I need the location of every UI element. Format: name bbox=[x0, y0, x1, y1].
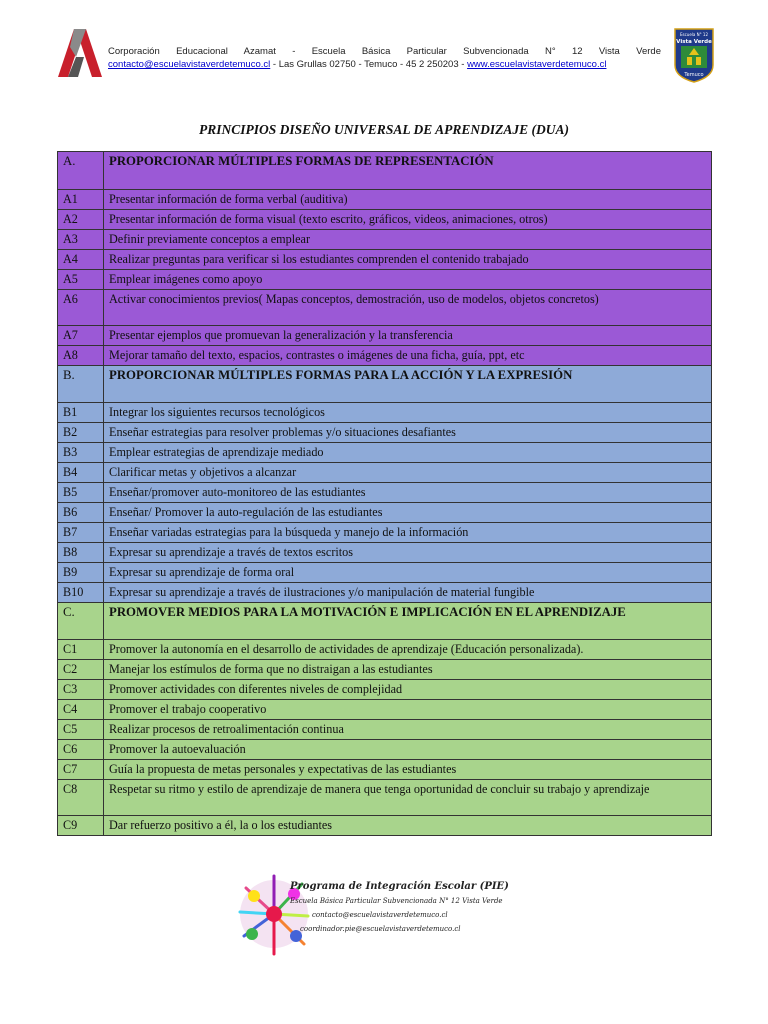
item-code: C8 bbox=[58, 780, 104, 816]
item-code: C1 bbox=[58, 640, 104, 660]
school-crest bbox=[673, 27, 715, 83]
table-row bbox=[58, 780, 712, 816]
item-code: B1 bbox=[58, 403, 104, 423]
website-link[interactable]: www.escuelavistaverdetemuco.cl bbox=[467, 59, 607, 70]
item-text: Definir previamente conceptos a emplear bbox=[104, 230, 712, 250]
item-text: Guía la propuesta de metas personales y expectativas de las estudiantes bbox=[104, 760, 712, 780]
item-code: C2 bbox=[58, 660, 104, 680]
item-code: B2 bbox=[58, 423, 104, 443]
item-text: Enseñar/ Promover la auto-regulación de las estudiantes bbox=[104, 503, 712, 523]
item-code: A2 bbox=[58, 210, 104, 230]
table-row bbox=[58, 563, 712, 583]
item-code: C7 bbox=[58, 760, 104, 780]
item-text: Presentar ejemplos que promuevan la generalización y la transferencia bbox=[104, 326, 712, 346]
item-code: A6 bbox=[58, 290, 104, 326]
item-text: Expresar su aprendizaje a través de ilustraciones y/o manipulación de material fungible bbox=[104, 583, 712, 603]
school-header bbox=[108, 45, 661, 71]
table-row bbox=[58, 660, 712, 680]
item-code: B10 bbox=[58, 583, 104, 603]
item-code: C9 bbox=[58, 816, 104, 836]
table-row bbox=[58, 523, 712, 543]
item-text: Presentar información de forma verbal (auditiva) bbox=[104, 190, 712, 210]
azamat-logo bbox=[52, 27, 104, 79]
crest-city-text: Temuco bbox=[684, 72, 704, 78]
table-row bbox=[58, 700, 712, 720]
table-row bbox=[58, 680, 712, 700]
item-code: B3 bbox=[58, 443, 104, 463]
section-code: A. bbox=[58, 152, 104, 190]
item-code: A8 bbox=[58, 346, 104, 366]
table-row bbox=[58, 346, 712, 366]
table-row bbox=[58, 503, 712, 523]
item-text: Emplear estrategias de aprendizaje mediado bbox=[104, 443, 712, 463]
table-row bbox=[58, 740, 712, 760]
table-row bbox=[58, 270, 712, 290]
item-code: A1 bbox=[58, 190, 104, 210]
item-code: C4 bbox=[58, 700, 104, 720]
item-text: Activar conocimientos previos( Mapas conceptos, demostración, uso de modelos, objetos concretos) bbox=[104, 290, 712, 326]
table-row bbox=[58, 403, 712, 423]
item-text: Promover la autonomía en el desarrollo de actividades de aprendizaje (Educación personalizada). bbox=[104, 640, 712, 660]
pie-coordinator-email: coordinador.pie@escuelavistaverdetemuco.cl bbox=[300, 925, 461, 933]
item-text: Presentar información de forma visual (texto escrito, gráficos, videos, animaciones, otros) bbox=[104, 210, 712, 230]
item-code: B8 bbox=[58, 543, 104, 563]
table-row bbox=[58, 760, 712, 780]
item-code: B4 bbox=[58, 463, 104, 483]
item-text: Promover la autoevaluación bbox=[104, 740, 712, 760]
item-code: B9 bbox=[58, 563, 104, 583]
item-text: Dar refuerzo positivo a él, la o los estudiantes bbox=[104, 816, 712, 836]
item-code: A7 bbox=[58, 326, 104, 346]
item-code: C3 bbox=[58, 680, 104, 700]
pie-email: contacto@escuelavistaverdetemuco.cl bbox=[312, 911, 448, 919]
item-text: Integrar los siguientes recursos tecnológicos bbox=[104, 403, 712, 423]
item-code: B6 bbox=[58, 503, 104, 523]
table-row bbox=[58, 423, 712, 443]
item-code: C6 bbox=[58, 740, 104, 760]
table-row bbox=[58, 816, 712, 836]
item-text: Promover actividades con diferentes niveles de complejidad bbox=[104, 680, 712, 700]
section-heading: PROMOVER MEDIOS PARA LA MOTIVACIÓN E IMPLICACIÓN EN EL APRENDIZAJE bbox=[104, 603, 712, 640]
item-code: B5 bbox=[58, 483, 104, 503]
table-row bbox=[58, 640, 712, 660]
pie-program-title: Programa de Integración Escolar (PIE) bbox=[290, 881, 509, 892]
dua-principles-table bbox=[57, 151, 712, 836]
section-heading: PROPORCIONAR MÚLTIPLES FORMAS PARA LA ACCIÓN Y LA EXPRESIÓN bbox=[104, 366, 712, 403]
email-link[interactable]: contacto@escuelavistaverdetemuco.cl bbox=[108, 59, 271, 70]
item-text: Clarificar metas y objetivos a alcanzar bbox=[104, 463, 712, 483]
pie-program-text bbox=[290, 880, 509, 936]
item-text: Realizar preguntas para verificar si los estudiantes comprenden el contenido trabajado bbox=[104, 250, 712, 270]
corporation-line: Corporación Educacional Azamat - Escuela Básica Particular Subvencionada N° 12 Vista Verde bbox=[108, 46, 661, 57]
item-text: Enseñar estrategias para resolver problemas y/o situaciones desafiantes bbox=[104, 423, 712, 443]
table-row bbox=[58, 720, 712, 740]
table-row bbox=[58, 543, 712, 563]
table-row bbox=[58, 210, 712, 230]
item-code: C5 bbox=[58, 720, 104, 740]
contact-line bbox=[108, 58, 661, 71]
item-text: Expresar su aprendizaje de forma oral bbox=[104, 563, 712, 583]
item-text: Manejar los estímulos de forma que no distraigan a las estudiantes bbox=[104, 660, 712, 680]
item-code: A3 bbox=[58, 230, 104, 250]
item-text: Expresar su aprendizaje a través de textos escritos bbox=[104, 543, 712, 563]
item-text: Mejorar tamaño del texto, espacios, contrastes o imágenes de una ficha, guía, ppt, etc bbox=[104, 346, 712, 366]
pie-school-name: Escuela Básica Particular Subvencionada N° 12 Vista Verde bbox=[290, 897, 503, 905]
item-code: A4 bbox=[58, 250, 104, 270]
crest-top-text: Escuela N° 12 bbox=[680, 32, 708, 37]
table-row bbox=[58, 583, 712, 603]
table-row bbox=[58, 463, 712, 483]
item-text: Promover el trabajo cooperativo bbox=[104, 700, 712, 720]
section-b-header-row bbox=[58, 366, 712, 403]
table-row bbox=[58, 190, 712, 210]
table-row bbox=[58, 443, 712, 463]
document-title: PRINCIPIOS DISEÑO UNIVERSAL DE APRENDIZAJE (DUA) bbox=[199, 122, 569, 137]
section-heading: PROPORCIONAR MÚLTIPLES FORMAS DE REPRESENTACIÓN bbox=[104, 152, 712, 190]
item-text: Enseñar/promover auto-monitoreo de las estudiantes bbox=[104, 483, 712, 503]
section-code: C. bbox=[58, 603, 104, 640]
section-a-header-row bbox=[58, 152, 712, 190]
item-text: Emplear imágenes como apoyo bbox=[104, 270, 712, 290]
section-code: B. bbox=[58, 366, 104, 403]
item-code: A5 bbox=[58, 270, 104, 290]
address-text: - Las Grullas 02750 - Temuco - 45 2 250203 - bbox=[270, 59, 468, 70]
table-row bbox=[58, 230, 712, 250]
item-text: Enseñar variadas estrategias para la búsqueda y manejo de la información bbox=[104, 523, 712, 543]
table-row bbox=[58, 326, 712, 346]
table-row bbox=[58, 483, 712, 503]
crest-name-text: Vista Verde bbox=[676, 39, 712, 45]
item-code: B7 bbox=[58, 523, 104, 543]
item-text: Realizar procesos de retroalimentación continua bbox=[104, 720, 712, 740]
table-row bbox=[58, 250, 712, 270]
table-row bbox=[58, 290, 712, 326]
section-c-header-row bbox=[58, 603, 712, 640]
item-text: Respetar su ritmo y estilo de aprendizaje de manera que tenga oportunidad de concluir su trabajo y aprendizaje bbox=[104, 780, 712, 816]
